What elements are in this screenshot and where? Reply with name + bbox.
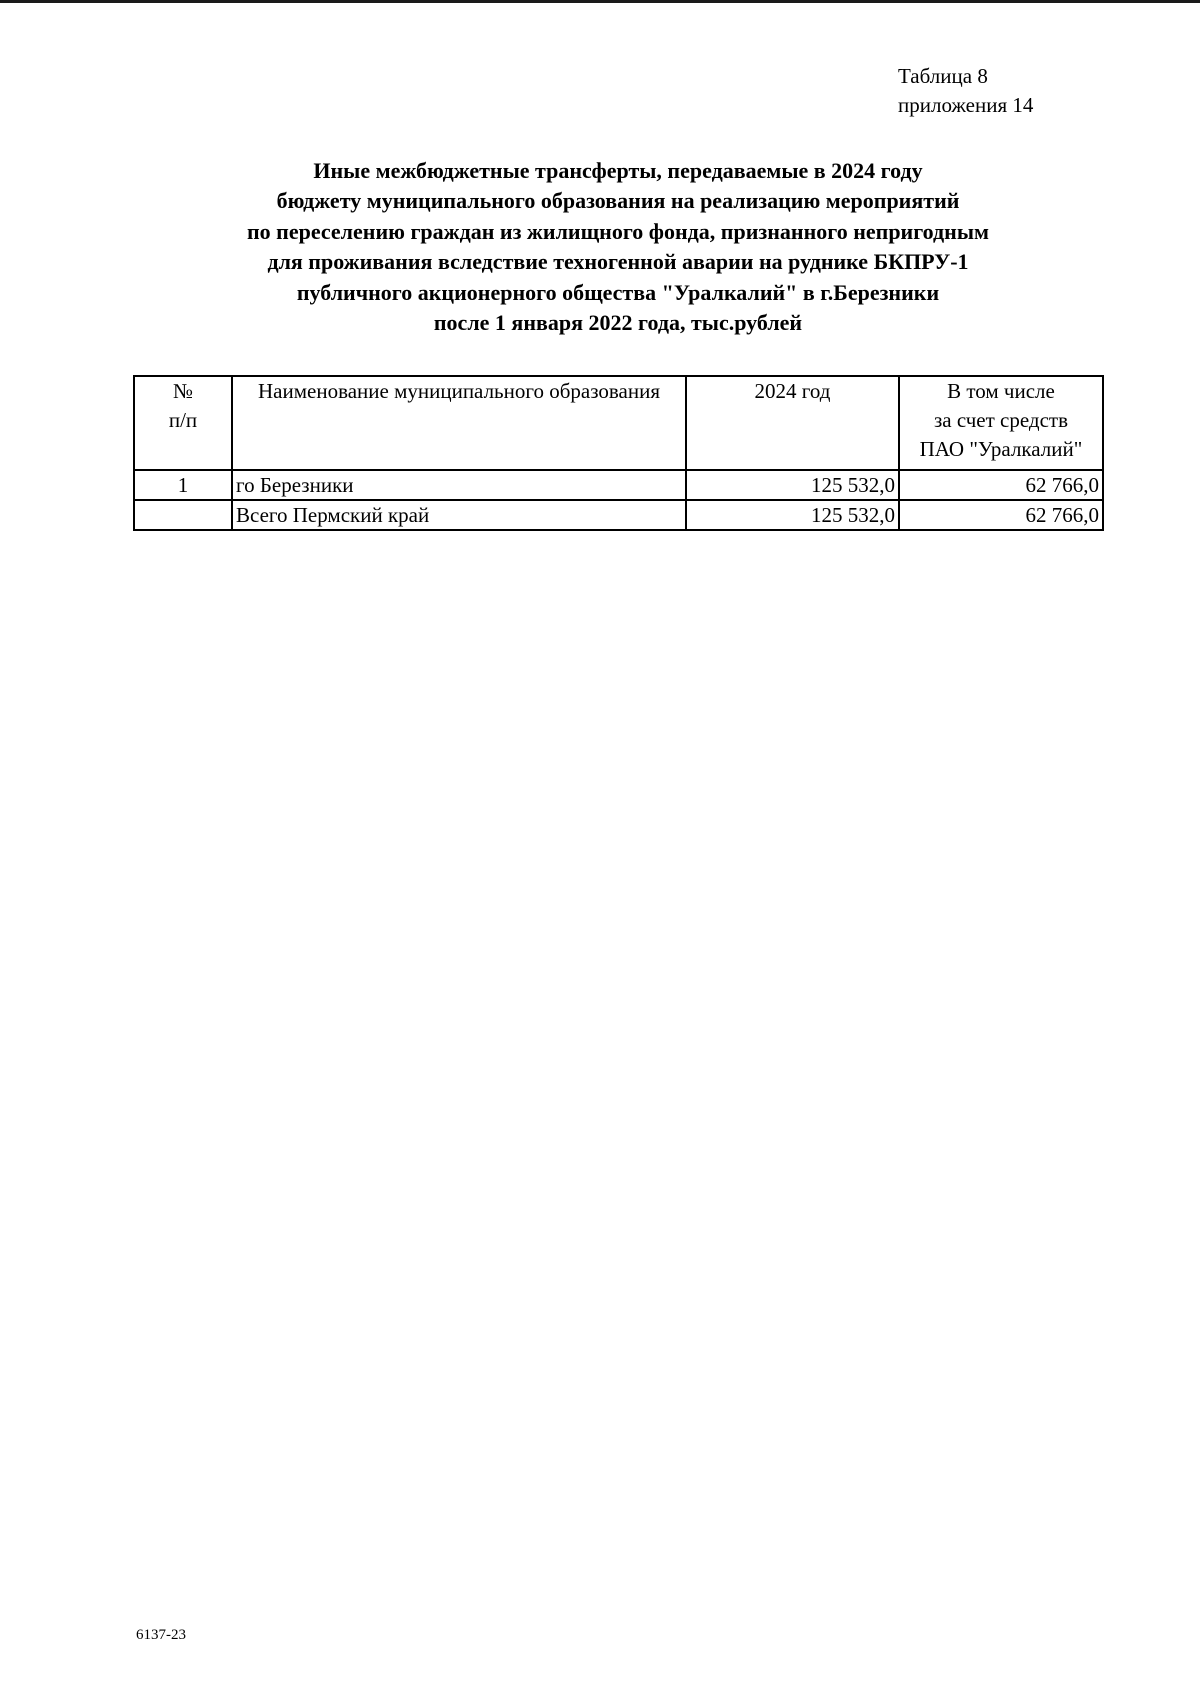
header-including-uralkali [899,376,1103,470]
header-year-2024: 2024 год [686,376,899,470]
appendix-number: приложения 14 [898,93,1034,117]
title-line: по переселению граждан из жилищного фонда, признанного непригодным [246,218,990,244]
cell-number [134,500,232,530]
transfers-table [133,375,1104,531]
document-title [100,156,1136,338]
cell-uralkali-amount: 62 766,0 [899,500,1103,530]
scan-top-edge [0,0,1200,3]
table-row [134,470,1103,500]
table-header-row [134,376,1103,470]
header-including-line: В том числе [947,379,1055,403]
title-line: для проживания вследствие техногенной аварии на руднике БКПРУ-1 [267,249,969,275]
header-number-symbol: № [172,379,194,403]
document-code: 6137-23 [136,1627,186,1643]
header-including-line: за счет средств [933,408,1069,432]
cell-municipality: го Березники [232,470,686,500]
header-municipality: Наименование муниципального образования [232,376,686,470]
title-line: публичного акционерного общества "Уралкалий" в г.Березники [296,279,940,305]
title-line: Иные межбюджетные трансферты, передаваемые в 2024 году [313,158,923,183]
header-number [134,376,232,470]
cell-uralkali-amount: 62 766,0 [899,470,1103,500]
table-reference [898,62,1033,120]
header-including-line: ПАО "Уралкалий" [919,437,1083,461]
cell-municipality: Всего Пермский край [232,500,686,530]
cell-year-amount: 125 532,0 [686,470,899,500]
title-line: бюджету муниципального образования на реализацию мероприятий [276,188,960,214]
cell-number: 1 [134,470,232,500]
title-line: после 1 января 2022 года, тыс.рублей [433,310,803,336]
cell-year-amount: 125 532,0 [686,500,899,530]
table-total-row [134,500,1103,530]
table-number: Таблица 8 [898,64,988,88]
header-number-abbr: п/п [168,408,198,432]
